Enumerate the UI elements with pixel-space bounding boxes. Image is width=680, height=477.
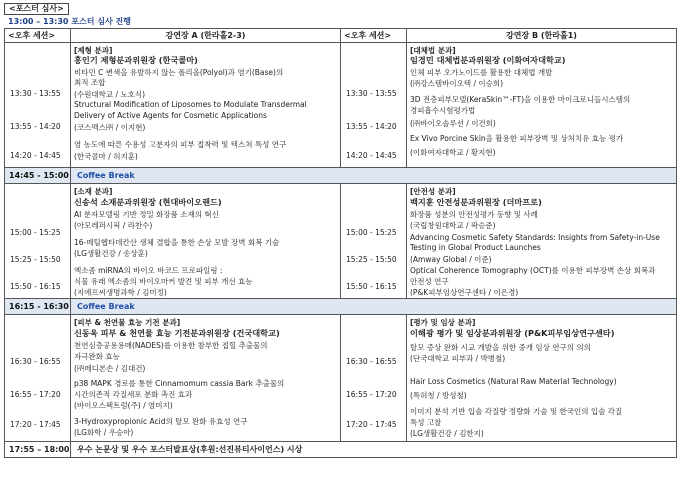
poster-review-note: 13:00 – 13:30 포스터 심사 진행 <box>8 17 131 26</box>
session3-row <box>5 315 677 442</box>
session2-a-talks <box>71 184 341 299</box>
program-page <box>4 3 676 458</box>
speaker-affiliation: (㈜바이오솔루션 / 이건희) <box>410 119 496 128</box>
session3-a-times <box>5 315 71 442</box>
session1-row <box>5 43 677 168</box>
speaker-affiliation: (특허청 / 방성철) <box>410 391 467 400</box>
award-time: 17:55 – 18:00 <box>5 442 71 458</box>
session2-b-talks <box>407 184 677 299</box>
time-slot: 15:25 - 15:50 <box>10 255 61 264</box>
talk-title: 화장품 성분의 안전성평가 동향 및 사례 <box>410 210 538 219</box>
session3-b-times <box>341 315 407 442</box>
talk-title: Delivery of Active Agents for Cosmetic Applications <box>74 111 267 120</box>
talk-title: 16-메틸헵타데칸산 생체 결합을 통한 손상 모발 장벽 회복 기술 <box>74 238 280 247</box>
talk-title: 염 농도에 따른 수용성 고분자의 피부 접착력 및 텍스쳐 특성 연구 <box>74 140 287 149</box>
speaker-affiliation: (㈜강스템바이오텍 / 이승희) <box>410 79 504 88</box>
session2-b-times <box>341 184 407 299</box>
talk-title: 시간의존적 각질세포 분화 촉진 효과 <box>74 390 193 399</box>
talk-title: 엑소좀 miRNA의 바이오 바코드 프로파일링 : <box>74 266 223 275</box>
time-slot: 16:30 - 16:55 <box>10 357 61 366</box>
speaker-affiliation: (지에프씨생명과학 / 김미정) <box>74 288 167 297</box>
field-label: [대체법 분과] <box>410 46 456 55</box>
talk-title: 경피흡수시험평가법 <box>410 106 476 115</box>
time-slot: 13:55 - 14:20 <box>10 122 61 131</box>
speaker-affiliation: (P&K피부임상연구센타 / 이은경) <box>410 288 519 297</box>
speaker-affiliation: (국립창원대학교 / 곽승준) <box>410 221 496 230</box>
session3-a-talks <box>71 315 341 442</box>
coffee-break-row <box>5 168 677 184</box>
speaker-affiliation: (코스맥스㈜ / 이지현) <box>74 123 146 132</box>
time-slot: 15:00 - 15:25 <box>346 228 397 237</box>
talk-title: Testing in Global Product Launches <box>410 243 541 252</box>
field-label: [피부 & 천연물 효능 기전 분과] <box>74 318 181 327</box>
award-ceremony-row <box>5 442 677 458</box>
talk-title: 천연심층공용용매(NADES)를 이용한 참부한 접힐 추출물의 <box>74 341 268 350</box>
session-label-b: <오후 세션> <box>341 29 407 43</box>
speaker-affiliation: (바이오스펙트럼(주) / 염미지) <box>74 401 173 410</box>
field-label: [제형 분과] <box>74 46 113 55</box>
time-slot: 16:30 - 16:55 <box>346 357 397 366</box>
speaker-affiliation: (한국콜마 / 허지훈) <box>74 152 138 161</box>
chair-name: 신동욱 피부 & 천연물 효능 기전분과위원장 (건국대학교) <box>74 328 280 338</box>
speaker-affiliation: (이화여자대학교 / 황지현) <box>410 148 496 157</box>
talk-title: 자극완화 효능 <box>74 352 120 361</box>
field-label: [안전성 분과] <box>410 187 456 196</box>
speaker-affiliation: (단국대학교 피부과 / 박병철) <box>410 354 506 363</box>
speaker-affiliation: (LG생활건강 / 김한지) <box>410 429 484 438</box>
session3-b-talks <box>407 315 677 442</box>
talk-title: 인체 피부 오가노이드를 활용한 대체법 개발 <box>410 68 553 77</box>
field-label: [평가 및 임상 분과] <box>410 318 476 327</box>
session1-b-times <box>341 43 407 168</box>
talk-title: Structural Modification of Liposomes to Modulate Transdermal <box>74 100 307 109</box>
talk-title: 이미지 분석 기반 입술 각질량 정량화 기술 및 한국인의 입술 각질 <box>410 407 623 416</box>
time-slot: 13:30 - 13:55 <box>346 89 397 98</box>
talk-title: p38 MAPK 경로를 통한 Cinnamomum cassia Bark 추출물의 <box>74 379 285 388</box>
time-slot: 13:30 - 13:55 <box>10 89 61 98</box>
speaker-affiliation: (아모레퍼시픽 / 라찬수) <box>74 221 153 230</box>
talk-title: 최적 조합 <box>74 78 106 87</box>
session-label-a: <오후 세션> <box>5 29 71 43</box>
time-slot: 14:20 - 14:45 <box>10 151 61 160</box>
talk-title: 탈모 증상 완화 시교 개발을 위한 중개 임상 연구의 의의 <box>410 343 591 352</box>
time-slot: 15:50 - 16:15 <box>346 282 397 291</box>
chair-name: 신송석 소재분과위원장 (현대바이오랜드) <box>74 197 222 207</box>
talk-title: 특성 고찰 <box>410 418 442 427</box>
talk-title: 안전성 연구 <box>410 277 449 286</box>
time-slot: 17:20 - 17:45 <box>10 420 61 429</box>
hall-b-title: 강연장 B (한라홀1) <box>407 29 677 43</box>
session-header-row <box>5 29 677 43</box>
chair-name: 백지훈 안전성분과위원장 (더마프로) <box>410 197 542 207</box>
chair-name: 임경민 대체법분과위원장 (이화여자대학교) <box>410 55 566 65</box>
talk-title: Advancing Cosmetic Safety Standards: Insights from Safety-in-Use <box>410 233 660 242</box>
talk-title: Hair Loss Cosmetics (Natural Raw Material Technology) <box>410 377 617 386</box>
poster-review-title: <포스터 심사> <box>4 3 69 15</box>
talk-title: 식물 유래 엑소좀의 바이오마커 발견 및 피부 개선 효능 <box>74 277 253 286</box>
talk-title: Ex Vivo Porcine Skin을 활용한 피부장벽 및 상처치유 효능 평가 <box>410 134 624 143</box>
break-label: Coffee Break <box>71 299 677 315</box>
speaker-affiliation: (Amway Global / 이준) <box>410 255 492 264</box>
time-slot: 16:55 - 17:20 <box>346 390 397 399</box>
time-slot: 13:55 - 14:20 <box>346 122 397 131</box>
session1-a-times <box>5 43 71 168</box>
chair-name: 이해광 평가 및 임상분과위원장 (P&K피부임상연구센타) <box>410 328 615 338</box>
program-table <box>4 28 677 458</box>
talk-title: 3D 전층피부모델(KeraSkin™-FT)을 이용한 마이크로니들시스템의 <box>410 95 631 104</box>
session1-a-talks <box>71 43 341 168</box>
speaker-affiliation: (수원대학교 / 노호식) <box>74 90 146 99</box>
session2-row <box>5 184 677 299</box>
hall-a-title: 강연장 A (한라홀2-3) <box>71 29 341 43</box>
talk-title: 3-Hydroxypropionic Acid의 탈모 완화 유효성 연구 <box>74 417 248 426</box>
time-slot: 17:20 - 17:45 <box>346 420 397 429</box>
award-label: 우수 논문상 및 우수 포스터발표상(후원:선진뷰티사이언스) 시상 <box>71 442 677 458</box>
talk-title: AI 분자모델링 기반 정밀 화장품 소재의 혁신 <box>74 210 219 219</box>
talk-title: Optical Coherence Tomography (OCT)를 이용한 피부장벽 손상 회복과 <box>410 266 656 275</box>
chair-name: 홍인기 제형분과위원장 (한국콜마) <box>74 55 198 65</box>
session2-a-times <box>5 184 71 299</box>
speaker-affiliation: (㈜메디본손 / 김대건) <box>74 364 146 373</box>
field-label: [소재 분과] <box>74 187 113 196</box>
coffee-break-row <box>5 299 677 315</box>
time-slot: 15:00 - 15:25 <box>10 228 61 237</box>
time-slot: 15:50 - 16:15 <box>10 282 61 291</box>
time-slot: 15:25 - 15:50 <box>346 255 397 264</box>
speaker-affiliation: (LG화학 / 우승아) <box>74 428 134 437</box>
time-slot: 14:20 - 14:45 <box>346 151 397 160</box>
break-label: Coffee Break <box>71 168 677 184</box>
break-time: 14:45 - 15:00 <box>5 168 71 184</box>
time-slot: 16:55 - 17:20 <box>10 390 61 399</box>
speaker-affiliation: (LG생활건강 / 송상훈) <box>74 249 148 258</box>
session1-b-talks <box>407 43 677 168</box>
talk-title: 비타민 C 변색을 유발하지 않는 폴리올(Polyol)과 염기(Base)의 <box>74 68 284 77</box>
break-time: 16:15 - 16:30 <box>5 299 71 315</box>
